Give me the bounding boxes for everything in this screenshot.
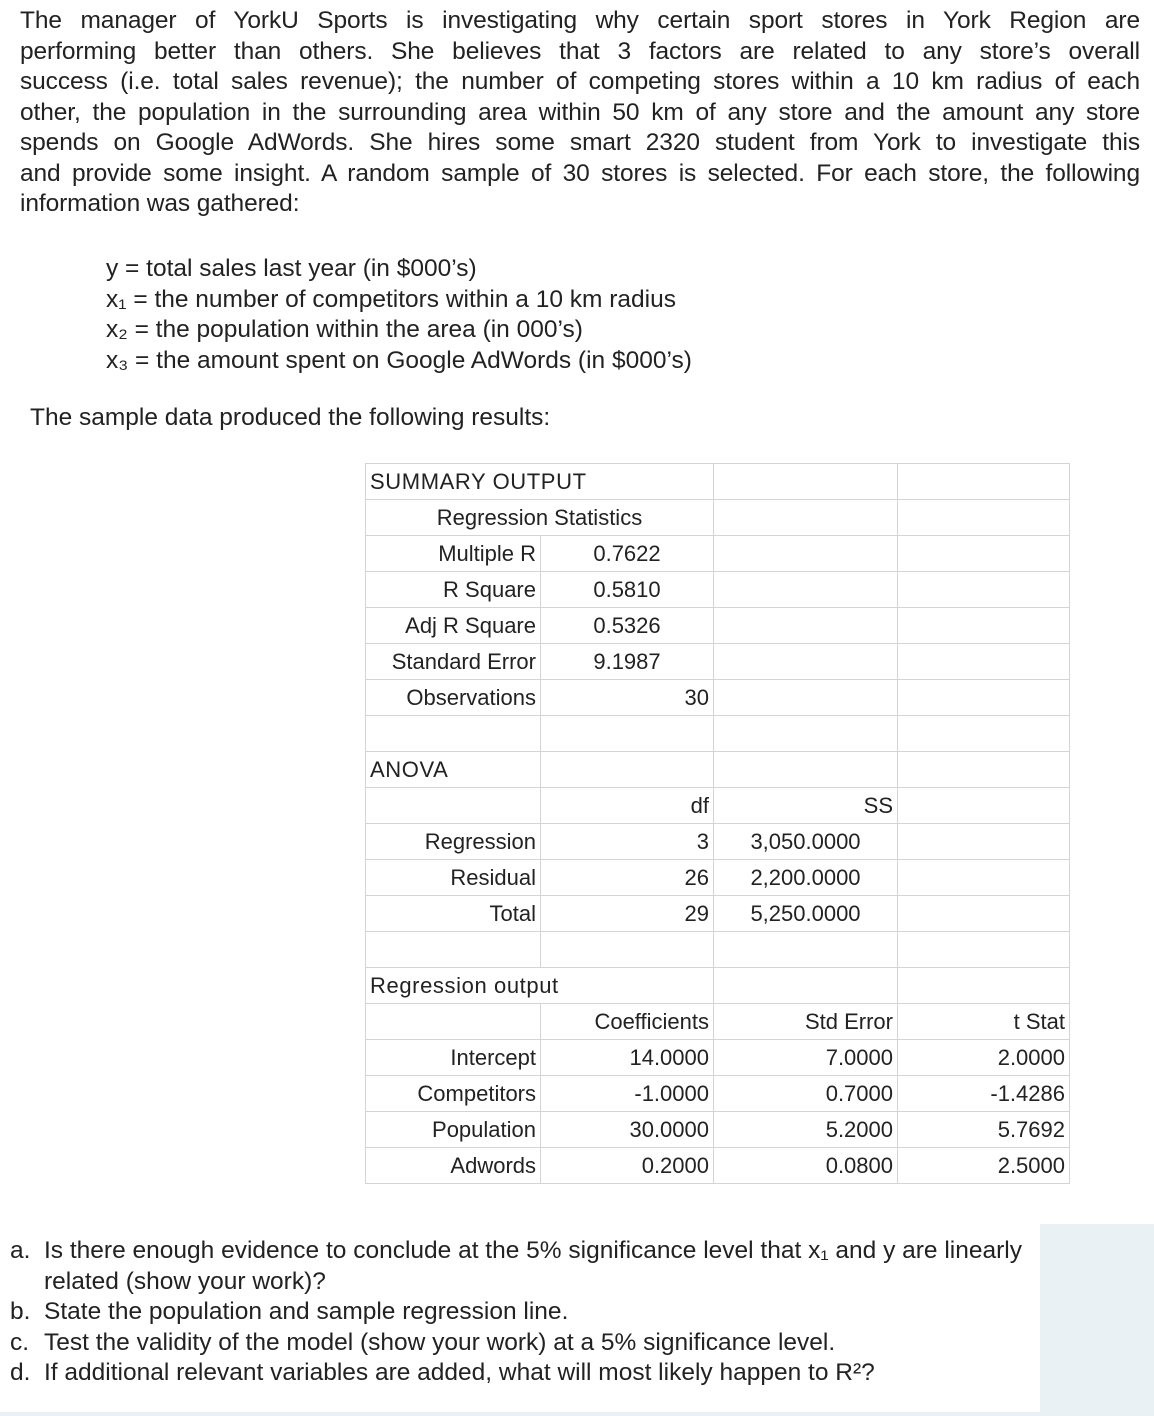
regression-summary-table [365, 463, 1070, 1184]
anova-ss: 2,200.0000 [714, 860, 898, 896]
stats-header: Regression Statistics [366, 500, 714, 536]
table-row [366, 644, 1070, 680]
stat-value: 0.7622 [541, 536, 714, 572]
question-d [10, 1358, 1030, 1389]
question-a [10, 1236, 1030, 1297]
table-row [366, 824, 1070, 860]
question-text: If additional relevant variables are added, what will most likely happen to R²? [44, 1359, 875, 1386]
t-value: 2.5000 [898, 1148, 1070, 1184]
problem-statement [20, 6, 1140, 220]
question-text: Test the validity of the model (show your work) at a 5% significance level. [44, 1328, 836, 1356]
intro-line: performing better than others. She believes that 3 factors are related to any store’s overall [20, 37, 1140, 65]
t-value: 5.7692 [898, 1112, 1070, 1148]
question-label: b. [10, 1298, 31, 1325]
coef-title: Regression output [366, 968, 714, 1004]
questions-box [0, 1224, 1040, 1412]
anova-ss: 5,250.0000 [714, 896, 898, 932]
t-header: t Stat [898, 1004, 1070, 1040]
anova-label: Total [366, 896, 541, 932]
anova-df: 29 [541, 896, 714, 932]
results-lead: The sample data produced the following results: [30, 404, 551, 431]
anova-title: ANOVA [366, 752, 541, 788]
table-row [366, 536, 1070, 572]
intro-line: success (i.e. total sales revenue); the number of competing stores within a 10 km radius of each [20, 68, 1140, 95]
coef-label: Intercept [366, 1040, 541, 1076]
coef-label: Population [366, 1112, 541, 1148]
stat-label: R Square [366, 572, 541, 608]
variable-x2: x₂ = the population within the area (in 000’s) [106, 316, 583, 343]
intro-line: information was gathered: [20, 190, 300, 217]
stat-value: 9.1987 [541, 644, 714, 680]
variable-x1: x₁ = the number of competitors within a 10 km radius [106, 285, 676, 313]
questions-panel [0, 1224, 1154, 1416]
coef-header: Coefficients [541, 1004, 714, 1040]
table-row [366, 680, 1070, 716]
t-value: -1.4286 [898, 1076, 1070, 1112]
table-row [366, 1112, 1070, 1148]
question-c [10, 1328, 1030, 1359]
se-header: Std Error [714, 1004, 898, 1040]
table-row [366, 1004, 1070, 1040]
table-row [366, 860, 1070, 896]
intro-line: The manager of YorkU Sports is investigating why certain sport stores in York Region are [20, 7, 1140, 34]
question-label: a. [10, 1237, 31, 1264]
question-label: d. [10, 1359, 31, 1386]
question-text: State the population and sample regression line. [44, 1298, 569, 1325]
question-text: Is there enough evidence to conclude at the 5% significance level that x₁ and y are linearly related (show your work)? [44, 1237, 1022, 1295]
se-value: 5.2000 [714, 1112, 898, 1148]
table-row [366, 716, 1070, 752]
intro-line: and provide some insight. A random sample of 30 stores is selected. For each store, the following [20, 159, 1140, 187]
table-row [366, 1040, 1070, 1076]
stat-label: Adj R Square [366, 608, 541, 644]
coef-label: Competitors [366, 1076, 541, 1112]
table-row [366, 1148, 1070, 1184]
table-row [366, 932, 1070, 968]
table-row [366, 968, 1070, 1004]
variable-y: y = total sales last year (in $000’s) [106, 255, 477, 282]
question-b [10, 1297, 1030, 1328]
anova-ss: 3,050.0000 [714, 824, 898, 860]
table-row [366, 608, 1070, 644]
anova-label: Residual [366, 860, 541, 896]
se-value: 0.7000 [714, 1076, 898, 1112]
intro-line: spends on Google AdWords. She hires some smart 2320 student from York to investigate this [20, 129, 1140, 156]
stat-label: Standard Error [366, 644, 541, 680]
stat-value: 0.5326 [541, 608, 714, 644]
coef-value: 30.0000 [541, 1112, 714, 1148]
stat-value: 30 [541, 680, 714, 716]
anova-header-ss: SS [714, 788, 898, 824]
variable-x3: x₃ = the amount spent on Google AdWords (in $000’s) [106, 346, 692, 374]
table-row [366, 500, 1070, 536]
table-row [366, 464, 1070, 500]
table-row [366, 752, 1070, 788]
coef-value: -1.0000 [541, 1076, 714, 1112]
coef-value: 0.2000 [541, 1148, 714, 1184]
stat-label: Multiple R [366, 536, 541, 572]
question-list [10, 1236, 1030, 1389]
stat-value: 0.5810 [541, 572, 714, 608]
coef-label: Adwords [366, 1148, 541, 1184]
table-row [366, 896, 1070, 932]
table-row [366, 1076, 1070, 1112]
t-value: 2.0000 [898, 1040, 1070, 1076]
se-value: 0.0800 [714, 1148, 898, 1184]
summary-title: SUMMARY OUTPUT [366, 464, 714, 500]
stat-label: Observations [366, 680, 541, 716]
intro-line: other, the population in the surrounding area within 50 km of any store and the amount any store [20, 98, 1140, 126]
se-value: 7.0000 [714, 1040, 898, 1076]
anova-header-df: df [541, 788, 714, 824]
coef-value: 14.0000 [541, 1040, 714, 1076]
anova-df: 26 [541, 860, 714, 896]
variable-definitions [106, 254, 692, 376]
anova-df: 3 [541, 824, 714, 860]
table-row [366, 788, 1070, 824]
question-label: c. [10, 1328, 30, 1356]
anova-label: Regression [366, 824, 541, 860]
table-row [366, 572, 1070, 608]
